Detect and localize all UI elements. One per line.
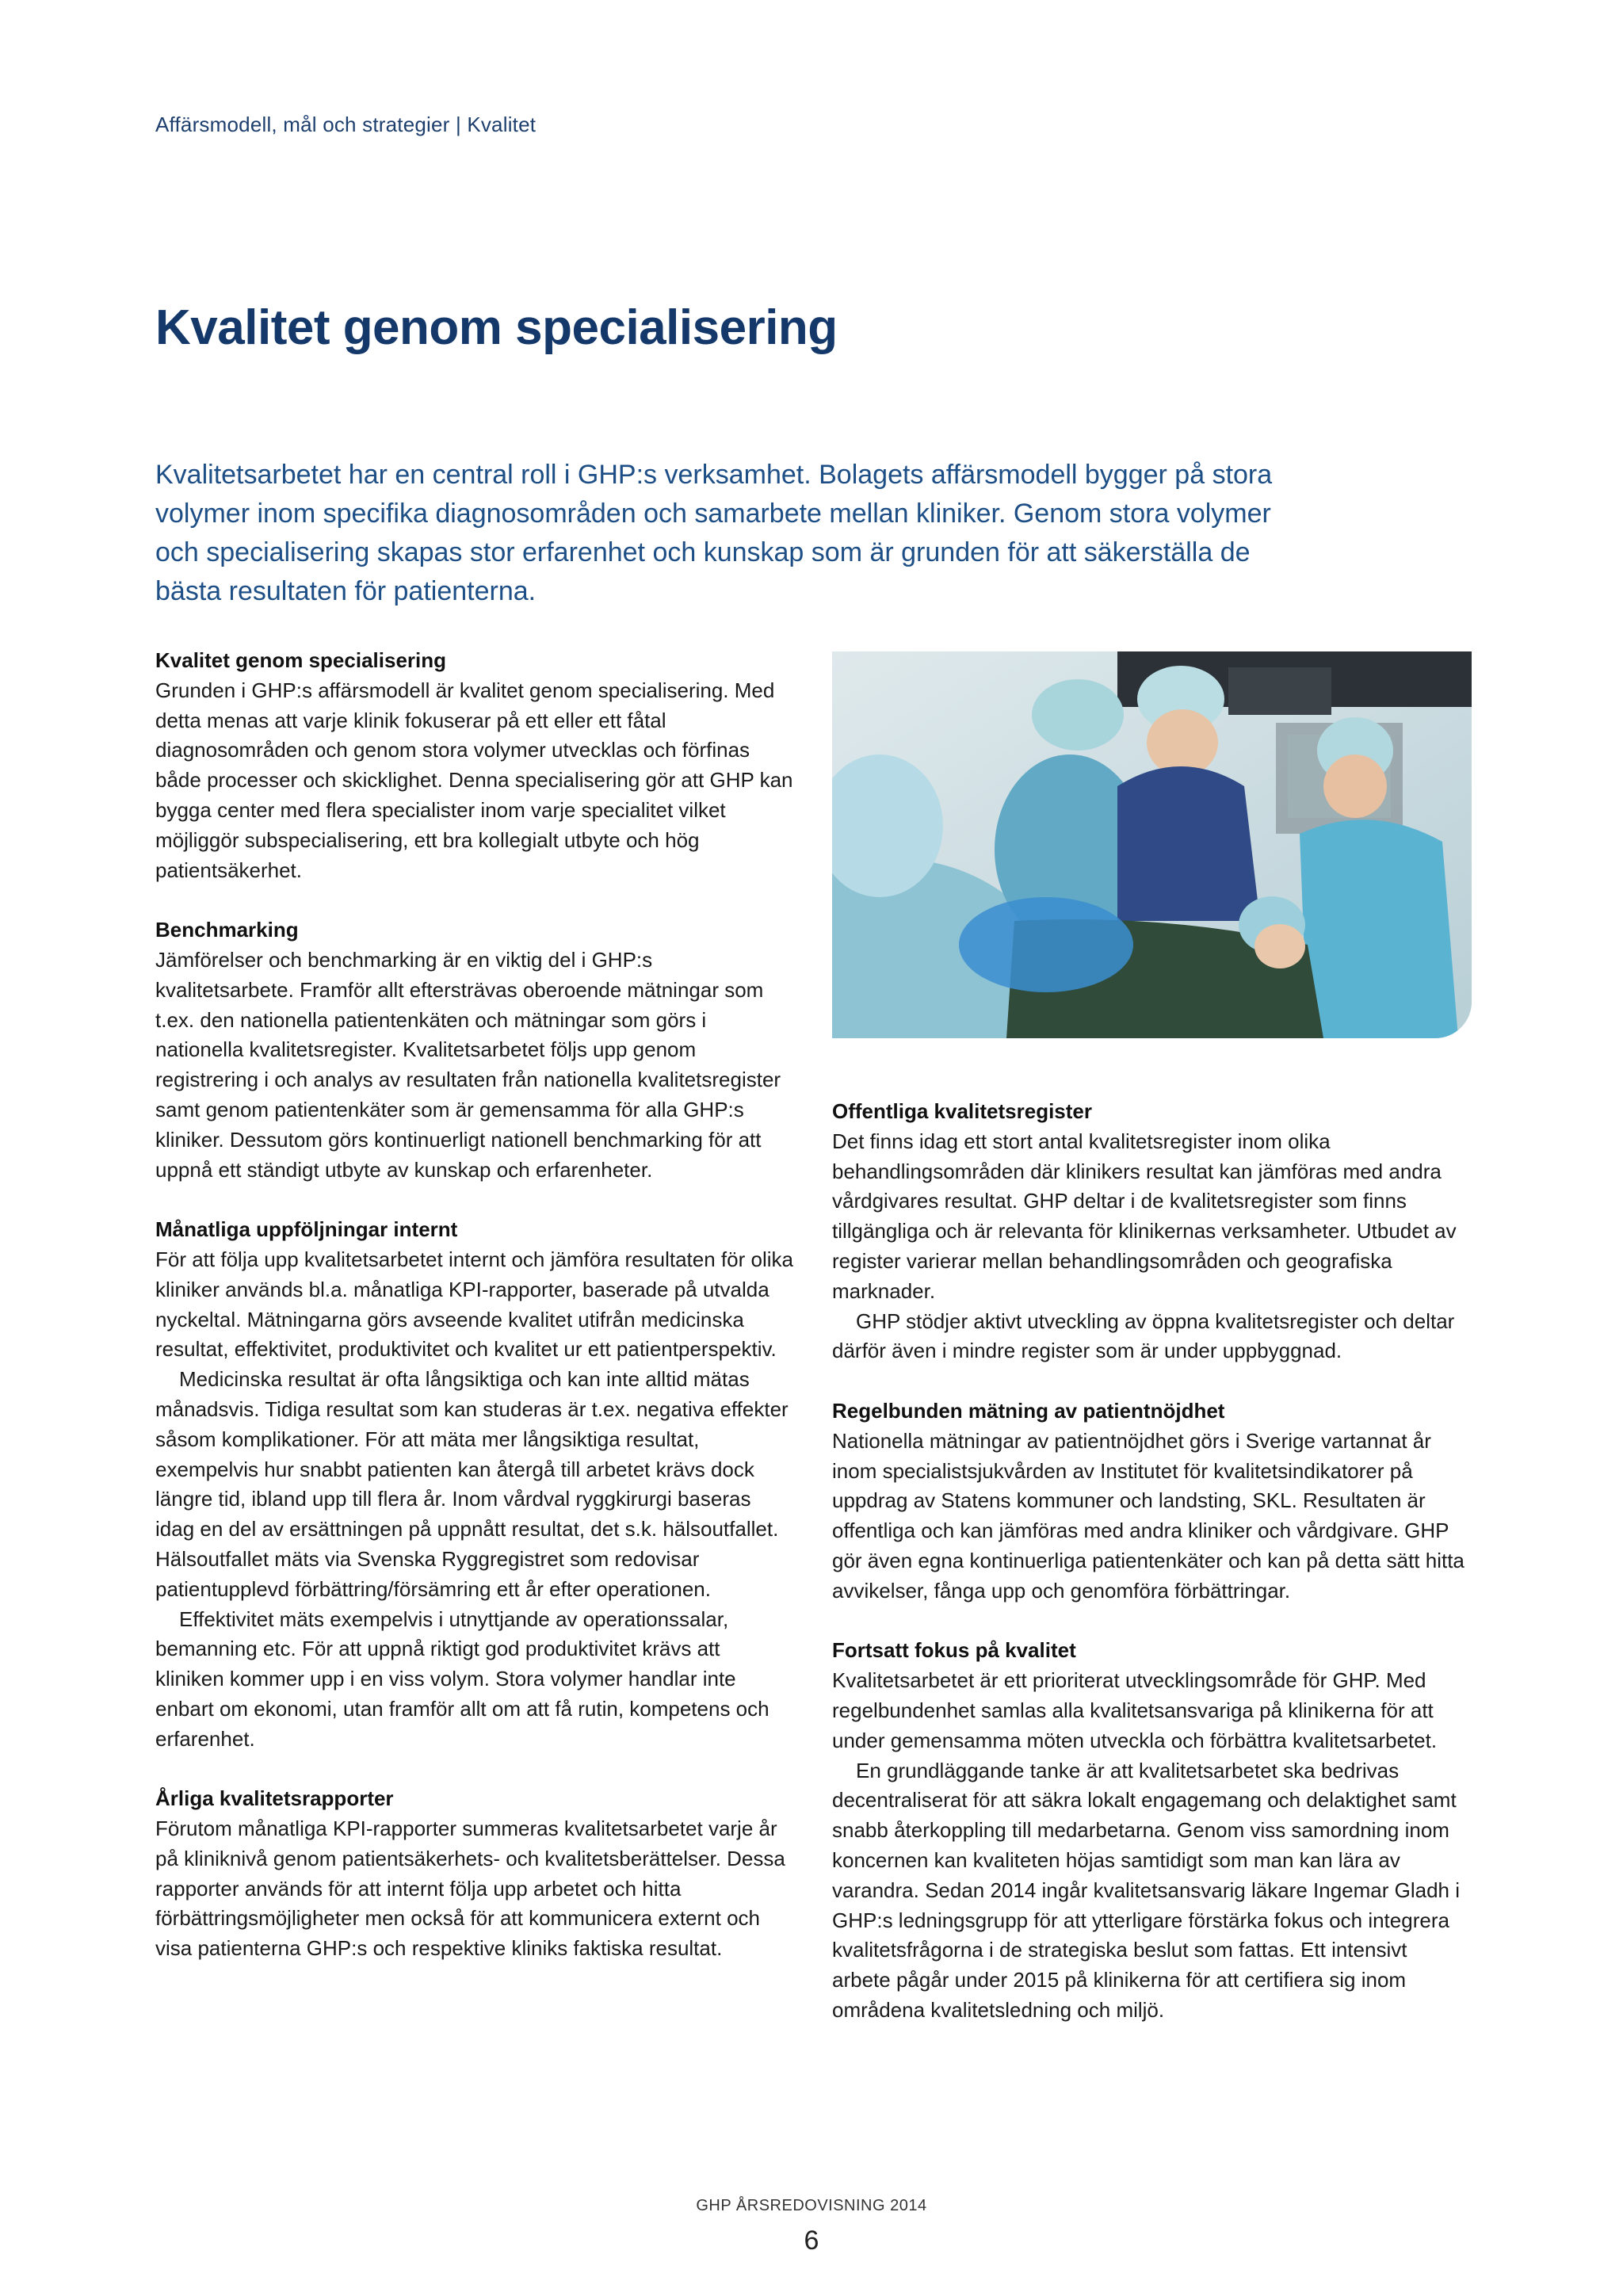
- section-benchmarking: [155, 915, 793, 1185]
- section-arliga-kvalitetsrapporter: [155, 1784, 793, 1964]
- page-title: Kvalitet genom specialisering: [155, 300, 838, 355]
- section-fortsatt-fokus: [832, 1636, 1470, 2025]
- section-paragraph: Effektivitet mäts exempelvis i utnyttjande av operationssalar, bemanning etc. För att uppnå riktigt god produktivitet krävs att kliniken kommer upp i en viss volym. Stora volymer handlar inte enbart om ekonomi, utan framför allt om att få rutin, kompetens och erfarenhet.: [155, 1606, 769, 1751]
- section-heading: Årliga kvalitetsrapporter: [155, 1786, 394, 1811]
- photo-surgical-team: [832, 651, 1472, 1038]
- lead-paragraph: Kvalitetsarbetet har en central roll i GHP:s verksamhet. Bolagets affärsmodell bygger på stora volymer inom specifika diagnosområden och samarbete mellan kliniker. Genom stora volymer och specialisering skapas stor erfarenhet och kunskap som är grunden för att säkerställa de bästa resultaten för patienterna.: [155, 460, 1273, 606]
- right-column: [832, 1097, 1470, 2056]
- breadcrumb: Affärsmodell, mål och strategier | Kvalitet: [155, 113, 537, 136]
- section-manatliga-uppfoljningar: [155, 1215, 793, 1754]
- section-paragraph: Nationella mätningar av patientnöjdhet görs i Sverige vartannat år inom specialistsjukvården av Institutet för kvalitetsindikatorer på uppdrag av Statens kommuner och landsting, SKL. Resultaten är offentliga och kan jämföras med andra kliniker och vårdgivare. GHP gör även egna kontinuerliga patientenkäter och kan på detta sätt hitta avvikelser, fånga upp och genomföra förbättringar.: [832, 1428, 1465, 1603]
- section-paragraph: Förutom månatliga KPI-rapporter summeras kvalitetsarbetet varje år på kliniknivå genom patientsäkerhets- och kvalitetsberättelser. Dessa rapporter används för att internt följa upp arbetet och hitta förbättringsmöjligheter men också för att kommunicera externt och visa patienterna GHP:s och respektive kliniks faktiska resultat.: [155, 1817, 785, 1961]
- section-patientnojdhet: [832, 1396, 1470, 1606]
- section-heading: Benchmarking: [155, 918, 299, 942]
- left-column: [155, 646, 793, 1994]
- section-paragraph: För att följa upp kvalitetsarbetet internt och jämföra resultaten för olika kliniker används bl.a. månatliga KPI-rapporter, baserade på utvalda nyckeltal. Mätningarna görs avseende kvalitet utifrån medicinska resultat, effektivitet, produktivitet och kvalitet ur ett patientperspektiv.: [155, 1247, 793, 1362]
- section-offentliga-kvalitetsregister: [832, 1097, 1470, 1366]
- page-number: 6: [804, 2225, 819, 2256]
- section-heading: Offentliga kvalitetsregister: [832, 1099, 1092, 1123]
- section-heading: Fortsatt fokus på kvalitet: [832, 1638, 1076, 1663]
- section-paragraph: GHP stödjer aktivt utveckling av öppna kvalitetsregister och deltar därför även i mindre register som är under uppbyggnad.: [832, 1308, 1455, 1363]
- section-paragraph: Grunden i GHP:s affärsmodell är kvalitet genom specialisering. Med detta menas att varje klinik fokuserar på ett eller ett fåtal diagnosområden och genom stora volymer utvecklas och förfinas både processer och skicklighet. Denna specialisering gör att GHP kan bygga center med flera specialister inom varje specialitet vilket möjliggör subspecialisering, ett bra kollegialt utbyte och hög patientsäkerhet.: [155, 678, 793, 882]
- section-heading: Kvalitet genom specialisering: [155, 648, 447, 672]
- section-heading: Regelbunden mätning av patientnöjdhet: [832, 1398, 1225, 1423]
- section-paragraph: Medicinska resultat är ofta långsiktiga och kan inte alltid mätas månadsvis. Tidiga resultat som kan studeras är t.ex. negativa effekter såsom komplikationer. För att mäta mer långsiktiga resultat, exempelvis hur snabbt patienten kan återgå till arbetet krävs dock längre tid, ibland upp till flera år. Inom vårdval ryggkirurgi baseras idag en del av ersättningen på uppnått resultat, det s.k. hälsoutfallet. Hälsoutfallet mäts via Svenska Ryggregistret som redovisar patientupplevd förbättring/försämring ett år efter operationen.: [155, 1367, 789, 1601]
- footer-report-label: GHP ÅRSREDOVISNING 2014: [696, 2197, 927, 2214]
- section-paragraph: Kvalitetsarbetet är ett prioriterat utvecklingsområde för GHP. Med regelbundenhet samlas alla kvalitetsansvariga på klinikerna för att under gemensamma möten utveckla och förbättra kvalitetsarbetet.: [832, 1668, 1438, 1752]
- photo-illustration: [832, 651, 1472, 1038]
- section-paragraph: Det finns idag ett stort antal kvalitetsregister inom olika behandlingsområden där klinikers resultat kan jämföras med andra vårdgivares resultat. GHP deltar i de kvalitetsregister som finns tillgängliga och är relevanta för klinikernas verksamheter. Utbudet av register varierar mellan behandlingsområden och geografiska marknader.: [832, 1129, 1457, 1303]
- section-paragraph: En grundläggande tanke är att kvalitetsarbetet ska bedrivas decentraliserat för att säkra lokalt engagemang och delaktighet samt snabb återkoppling till medarbetarna. Genom viss samordning inom koncernen kan kvaliteten höjas samtidigt som man kan lära av varandra. Sedan 2014 ingår kvalitetsansvarig läkare Ingemar Gladh i GHP:s ledningsgrupp för att ytterligare förstärka fokus och integrera kvalitetsfrågorna i de strategiska beslut som fattas. Ett intensivt arbete pågår under 2015 på klinikerna för att certifiera sig inom områdena kvalitetsledning och miljö.: [832, 1758, 1461, 2022]
- section-heading: Månatliga uppföljningar internt: [155, 1217, 458, 1242]
- section-specialisering: [155, 646, 793, 885]
- section-paragraph: Jämförelser och benchmarking är en viktig del i GHP:s kvalitetsarbete. Framför allt eftersträvas oberoende mätningar som t.ex. den nationella patientenkäten och mätningar som görs i nationella kvalitetsregister. Kvalitetsarbetet följs upp genom registrering i och analys av resultaten från nationella kvalitetsregister samt genom patientenkäter som är gemensamma för alla GHP:s kliniker. Dessutom görs kontinuerligt nationell benchmarking för att uppnå ett ständigt utbyte av kunskap och erfarenheter.: [155, 947, 781, 1182]
